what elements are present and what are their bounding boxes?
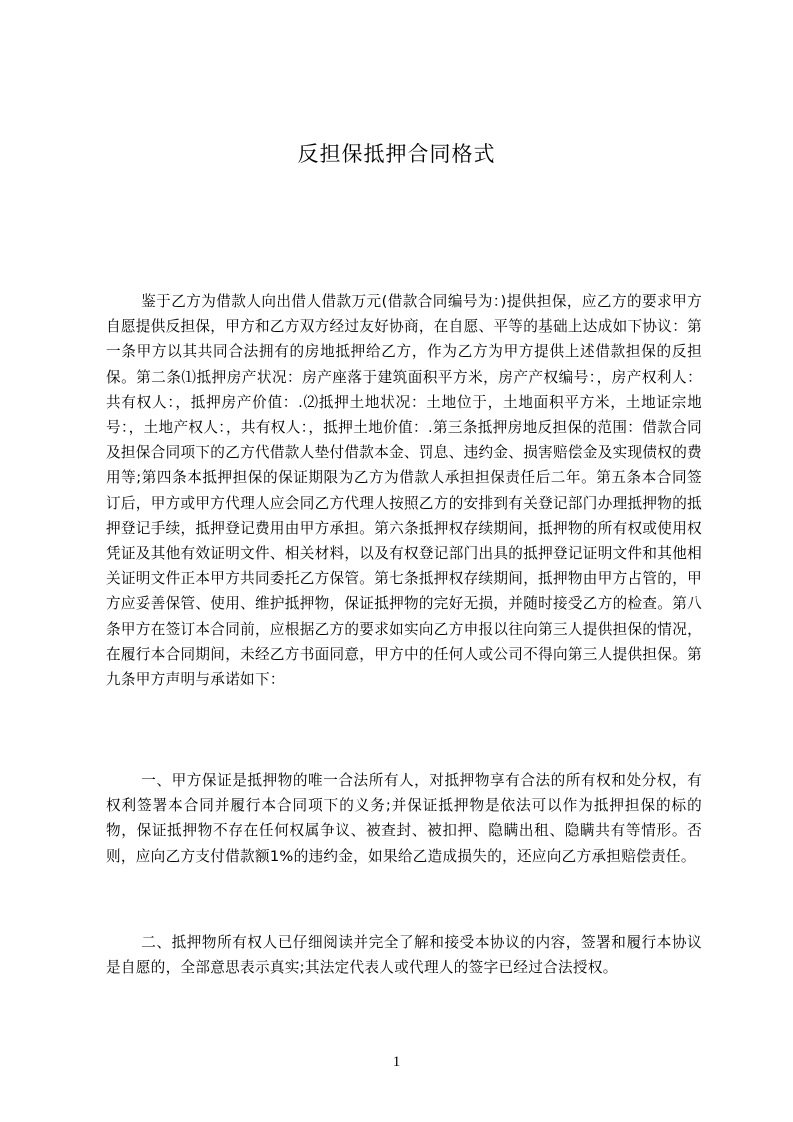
- paragraph-clause-1: [106, 768, 702, 869]
- page-number: 1: [392, 1054, 401, 1070]
- paragraph-preamble: [106, 289, 702, 692]
- document-title: 反担保抵押合同格式: [297, 142, 496, 166]
- paragraph-clause-2: [106, 930, 702, 980]
- paragraph-clause-2-text: 二、抵押物所有权人已仔细阅读并完全了解和接受本协议的内容，签署和履行本协议是自愿的，全部意思表示真实;其法定代表人或代理人的签字已经过合法授权。: [106, 934, 702, 977]
- paragraph-clause-1-text: 一、甲方保证是抵押物的唯一合法所有人，对抵押物享有合法的所有权和处分权，有权利签署本合同并履行本合同项下的义务;并保证抵押物是依法可以作为抵押担保的标的物，保证抵押物不存在任何权属争议、被查封、被扣押、隐瞒出租、隐瞒共有等情形。否则，应向乙方支付借款额1%的违约金，如果给乙造成损失的，还应向乙方承担赔偿责任。: [106, 772, 702, 865]
- paragraph-preamble-text: 鉴于乙方为借款人向出借人借款万元(借款合同编号为：)提供担保，应乙方的要求甲方自愿提供反担保，甲方和乙方双方经过友好协商，在自愿、平等的基础上达成如下协议：第一条甲方以其共同合法拥有的房地抵押给乙方，作为乙方为甲方提供上述借款担保的反担保。第二条⑴抵押房产状况：房产座落于建筑面积平方米，房产产权编号：，房产权利人：共有权人：，抵押房产价值：.⑵抵押土地状况：土地位于，土地面积平方米，土地证宗地号：，土地产权人：，共有权人：，抵押土地价值：.第三条抵押房地反担保的范围：借款合同及担保合同项下的乙方代借款人垫付借款本金、罚息、违约金、损害赔偿金及实现债权的费用等;第四条本抵押担保的保证期限为乙方为借款人承担担保责任后二年。第五条本合同签订后，甲方或甲方代理人应会同乙方代理人按照乙方的安排到有关登记部门办理抵押物的抵押登记手续，抵押登记费用由甲方承担。第六条抵押权存续期间，抵押物的所有权或使用权凭证及其他有效证明文件、相关材料，以及有权登记部门出具的抵押登记证明文件和其他相关证明文件正本甲方共同委托乙方保管。第七条抵押权存续期间，抵押物由甲方占管的，甲方应妥善保管、使用、维护抵押物，保证抵押物的完好无损，并随时接受乙方的检查。第八条甲方在签订本合同前，应根据乙方的要求如实向乙方申报以往向第三人提供担保的情况，在履行本合同期间，未经乙方书面同意，甲方中的任何人或公司不得向第三人提供担保。第九条甲方声明与承诺如下：: [106, 293, 702, 689]
